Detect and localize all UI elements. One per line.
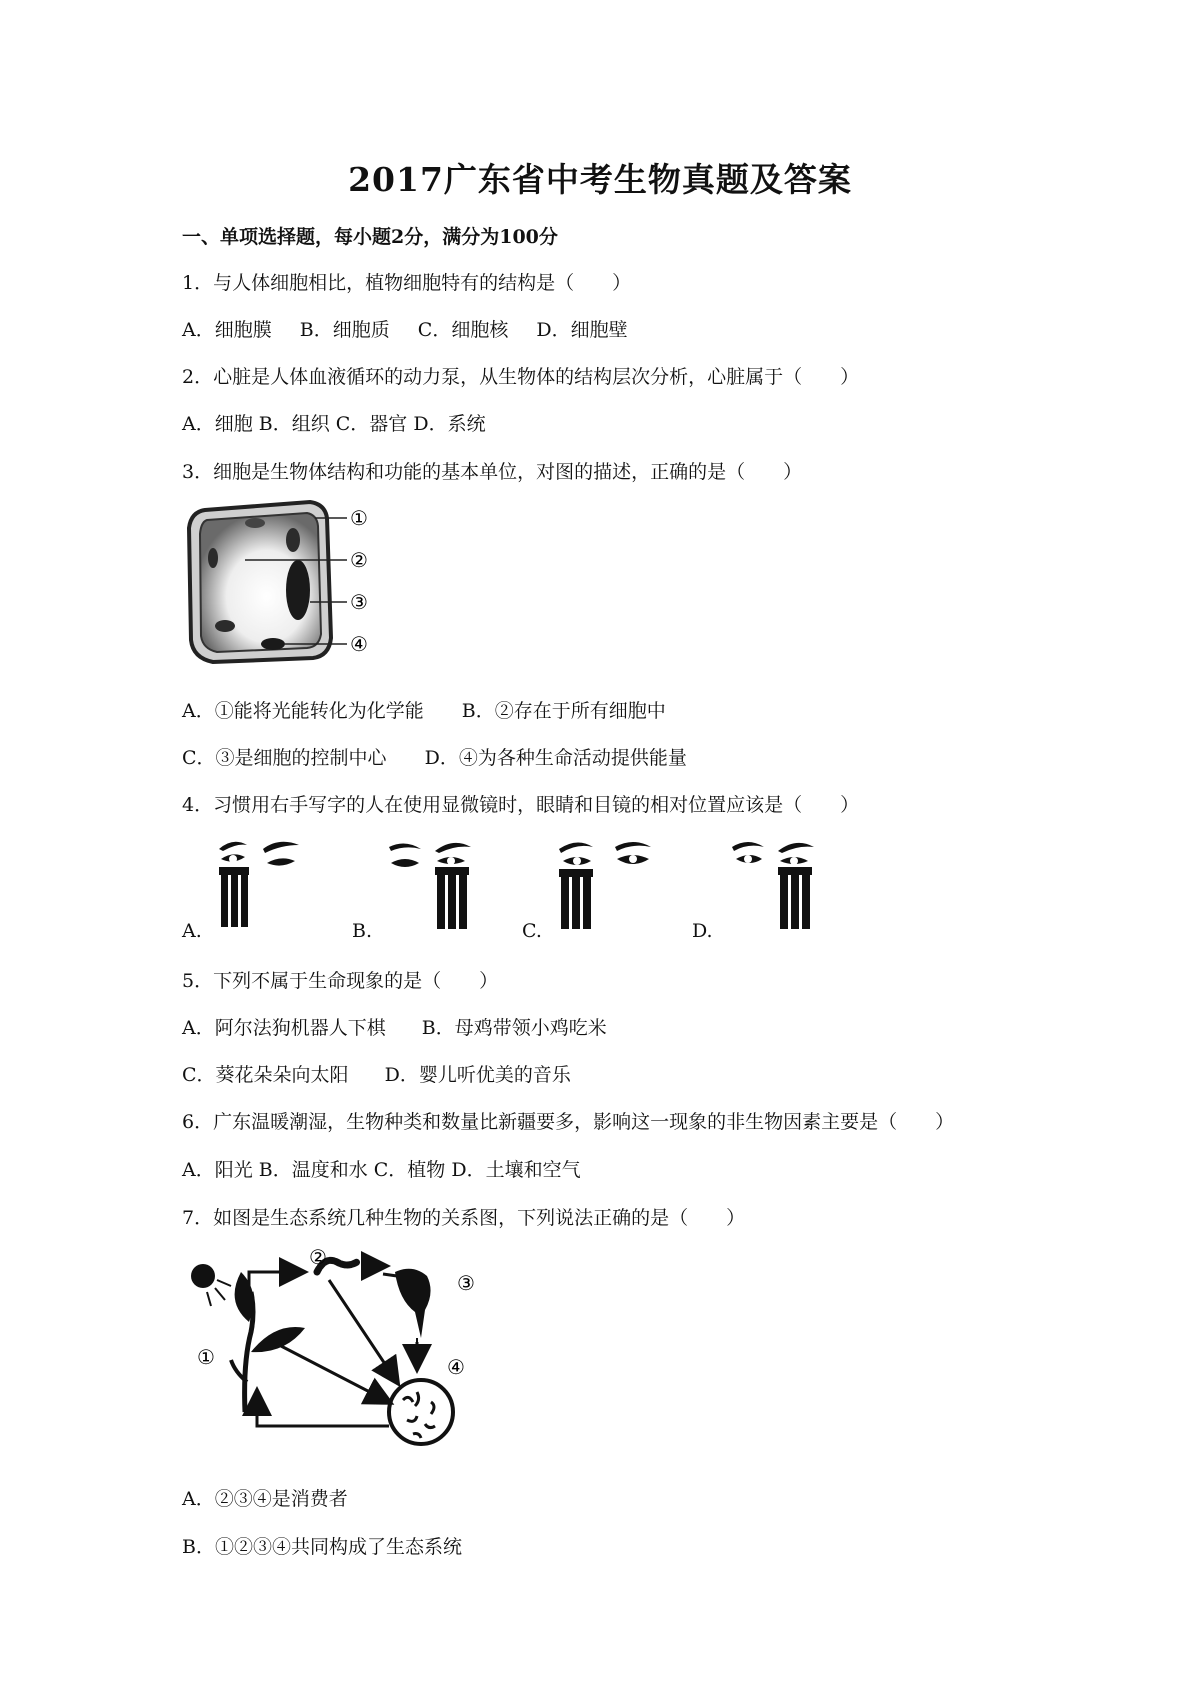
eco-label-4: ④ — [447, 1355, 465, 1379]
q4-option-d-label[interactable]: D. — [692, 920, 713, 942]
arrow-caterpillar-to-decomposer — [329, 1280, 397, 1382]
left-eye-at-eyepiece — [219, 842, 247, 863]
question-6-stem: 6．广东温暖潮湿，生物种类和数量比新疆要多，影响这一现象的非生物因素主要是（ ） — [182, 1111, 955, 1133]
section-heading: 一、单项选择题，每小题2分，满分为100分 — [182, 226, 558, 248]
question-5-options-row-2 — [182, 1060, 571, 1087]
question-3-options-row-2 — [182, 743, 687, 770]
question-4-stem: 4．习惯用右手写字的人在使用显微镜时，眼睛和目镜的相对位置应该是（ ） — [182, 794, 860, 816]
q1-option-a[interactable]: A．细胞膜 — [182, 319, 272, 341]
question-1-stem: 1．与人体细胞相比，植物细胞特有的结构是（ ） — [182, 272, 632, 294]
option-c-eye-figure — [555, 835, 665, 935]
q5-option-a[interactable]: A．阿尔法狗机器人下棋 — [182, 1017, 386, 1039]
q5-option-c[interactable]: C．葵花朵朵向太阳 — [182, 1064, 349, 1086]
q3-option-c[interactable]: C．③是细胞的控制中心 — [182, 747, 387, 769]
question-1-options — [182, 315, 628, 342]
cell-label-2: ② — [350, 548, 368, 572]
question-3-options-row-1 — [182, 696, 666, 723]
chloroplast — [245, 518, 265, 528]
q7-option-b[interactable]: B．①②③④共同构成了生态系统 — [182, 1536, 462, 1558]
arrow-plant-to-decomposer — [281, 1346, 389, 1402]
sun-icon — [191, 1264, 231, 1306]
eyepiece-c — [559, 869, 593, 929]
q1-option-d[interactable]: D．细胞壁 — [536, 319, 628, 341]
question-3-stem: 3．细胞是生物体结构和功能的基本单位，对图的描述，正确的是（ ） — [182, 461, 803, 483]
q7-option-a[interactable]: A．②③④是消费者 — [182, 1488, 348, 1510]
q4-option-c-label[interactable]: C. — [522, 920, 542, 942]
option-d-eye-figure — [728, 835, 838, 935]
q4-option-a-label[interactable]: A. — [182, 920, 202, 942]
eco-label-1: ① — [197, 1345, 215, 1369]
ecosystem-relationship-figure — [185, 1242, 485, 1457]
option-a-eye-figure — [215, 835, 315, 935]
option-b-eye-figure — [385, 835, 495, 935]
left-eye-at-eyepiece — [559, 842, 593, 865]
chloroplast — [215, 620, 235, 632]
q5-option-b[interactable]: B．母鸡带领小鸡吃米 — [421, 1017, 607, 1039]
page-title: 2017广东省中考生物真题及答案 — [348, 160, 852, 199]
eyepiece-d — [778, 867, 812, 929]
q1-option-b[interactable]: B．细胞质 — [299, 319, 390, 341]
arrow-decomposer-to-plant — [257, 1392, 389, 1426]
left-eye-closed — [732, 842, 764, 863]
chloroplast — [208, 548, 218, 568]
question-5-options-row-1 — [182, 1013, 607, 1040]
question-7-stem: 7．如图是生态系统几种生物的关系图，下列说法正确的是（ ） — [182, 1207, 746, 1229]
q3-option-b[interactable]: B．②存在于所有细胞中 — [461, 700, 666, 722]
q5-option-d[interactable]: D．婴儿听优美的音乐 — [384, 1064, 571, 1086]
cell-label-4: ④ — [350, 632, 368, 656]
q1-option-c[interactable]: C．细胞核 — [417, 319, 509, 341]
bird-icon — [383, 1269, 431, 1352]
right-eye-at-eyepiece — [435, 843, 471, 865]
question-6-options: A．阳光 B．温度和水 C．植物 D．土壤和空气 — [182, 1159, 581, 1181]
cell-label-3: ③ — [350, 590, 368, 614]
question-5-stem: 5．下列不属于生命现象的是（ ） — [182, 970, 499, 992]
chloroplast — [286, 528, 300, 552]
question-2-options: A．细胞 B．组织 C．器官 D．系统 — [182, 413, 486, 435]
right-eye-closed — [615, 842, 651, 864]
eco-label-2: ② — [309, 1245, 327, 1269]
plant-cell-figure — [185, 498, 380, 668]
right-eye-open — [263, 842, 299, 866]
nucleus-3 — [286, 560, 310, 620]
cell-label-1: ① — [350, 506, 368, 530]
question-2-stem: 2．心脏是人体血液循环的动力泵，从生物体的结构层次分析，心脏属于（ ） — [182, 366, 860, 388]
decomposer-icon — [389, 1380, 453, 1444]
chloroplast-4 — [261, 638, 285, 650]
eyepiece-a — [219, 867, 249, 927]
right-eye-at-eyepiece — [778, 843, 814, 865]
q3-option-a[interactable]: A．①能将光能转化为化学能 — [182, 700, 424, 722]
eyepiece-b — [435, 867, 469, 929]
arrow-plant-to-caterpillar — [249, 1272, 303, 1308]
left-eye-open — [389, 843, 421, 867]
eco-label-3: ③ — [457, 1271, 475, 1295]
plant-producer-icon — [231, 1272, 305, 1412]
q3-option-d[interactable]: D．④为各种生命活动提供能量 — [424, 747, 687, 769]
q4-option-b-label[interactable]: B. — [352, 920, 373, 942]
